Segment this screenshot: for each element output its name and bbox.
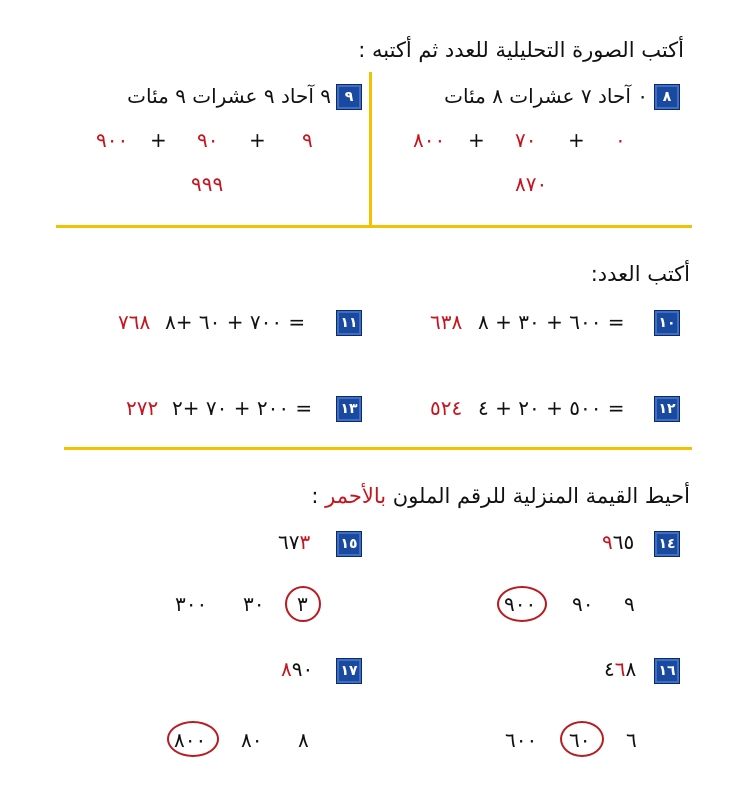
question-10-badge: ١٠ [654,310,680,336]
q16-number [604,657,636,681]
q10-answer: ٦٣٨ [430,310,463,334]
section2-heading: أكتب العدد: [590,262,690,286]
section3-heading-colon: : [311,484,326,508]
q8-hundreds: ٨٠٠ [413,128,446,152]
section1-heading: أكتب الصورة التحليلية للعدد ثم أكتبه : [358,38,684,62]
q9-plus-2: + [150,128,167,152]
q12-answer: ٥٢٤ [430,396,463,420]
q9-answer: ٩٩٩ [191,172,224,196]
q15-option-ones: ٣ [297,592,308,616]
q8-plus-2: + [468,128,485,152]
section3-heading-red-word: بالأحمر [325,484,387,508]
q14-number-rest: ٦٥ [612,530,635,554]
question-9-description: ٩ آحاد ٩ عشرات ٩ مئات [127,84,331,108]
q14-option-tens: ٩٠ [572,592,594,616]
q8-tens: ٧٠ [515,128,537,152]
q15-number [278,530,310,554]
q15-number-rest: ٦٧ [278,530,300,554]
question-14-badge: ١٤ [654,531,680,557]
column-divider [369,72,372,228]
section3-heading [311,484,690,508]
q17-number [281,657,313,681]
q8-ones: ٠ [615,128,626,152]
q9-hundreds: ٩٠٠ [96,128,129,152]
q8-plus-1: + [568,128,585,152]
question-8-badge: ٨ [654,84,680,110]
q12-expression: ٥٠٠ + ٢٠ + ٤ = [478,396,625,420]
q13-answer: ٢٧٢ [126,396,159,420]
q9-tens: ٩٠ [197,128,219,152]
q8-answer: ٨٧٠ [515,172,548,196]
q14-option-hundreds: ٩٠٠ [504,592,537,616]
section-divider-1 [56,225,692,228]
q9-plus-1: + [249,128,266,152]
section3-heading-text: أحيط القيمة المنزلية للرقم الملون [386,484,690,508]
q14-number-red-digit: ٩ [602,530,613,554]
q17-option-tens: ٨٠ [241,728,263,752]
question-17-badge: ١٧ [336,658,362,684]
question-9-badge: ٩ [336,84,362,110]
q16-option-hundreds: ٦٠٠ [505,728,538,752]
q13-expression: ٢٠٠ + ٧٠ +٢ = [172,396,313,420]
question-16-badge: ١٦ [654,658,680,684]
question-15-badge: ١٥ [336,531,362,557]
q16-option-tens: ٦٠ [569,728,591,752]
q16-number-red-digit: ٦ [614,657,626,681]
q11-answer: ٧٦٨ [118,310,151,334]
q16-number-last: ٨ [625,657,637,681]
q15-option-tens: ٣٠ [243,592,265,616]
q9-ones: ٩ [302,128,313,152]
q16-option-ones: ٦ [626,728,637,752]
question-12-badge: ١٢ [654,396,680,422]
q16-number-first: ٤ [604,657,615,681]
q14-number [602,530,634,554]
q15-option-hundreds: ٣٠٠ [175,592,208,616]
q10-expression: ٦٠٠ + ٣٠ + ٨ = [478,310,625,334]
question-13-badge: ١٣ [336,396,362,422]
q15-number-red-digit: ٣ [299,530,311,554]
question-8-description: ٠ آحاد ٧ عشرات ٨ مئات [444,84,648,108]
q17-option-ones: ٨ [298,728,309,752]
q17-option-hundreds: ٨٠٠ [174,728,207,752]
question-11-badge: ١١ [336,310,362,336]
q11-expression: ٧٠٠ + ٦٠ +٨ = [165,310,306,334]
section-divider-2 [64,447,692,450]
q17-number-red-digit: ٨ [281,657,292,681]
q14-option-ones: ٩ [624,592,635,616]
q17-number-rest: ٩٠ [291,657,314,681]
